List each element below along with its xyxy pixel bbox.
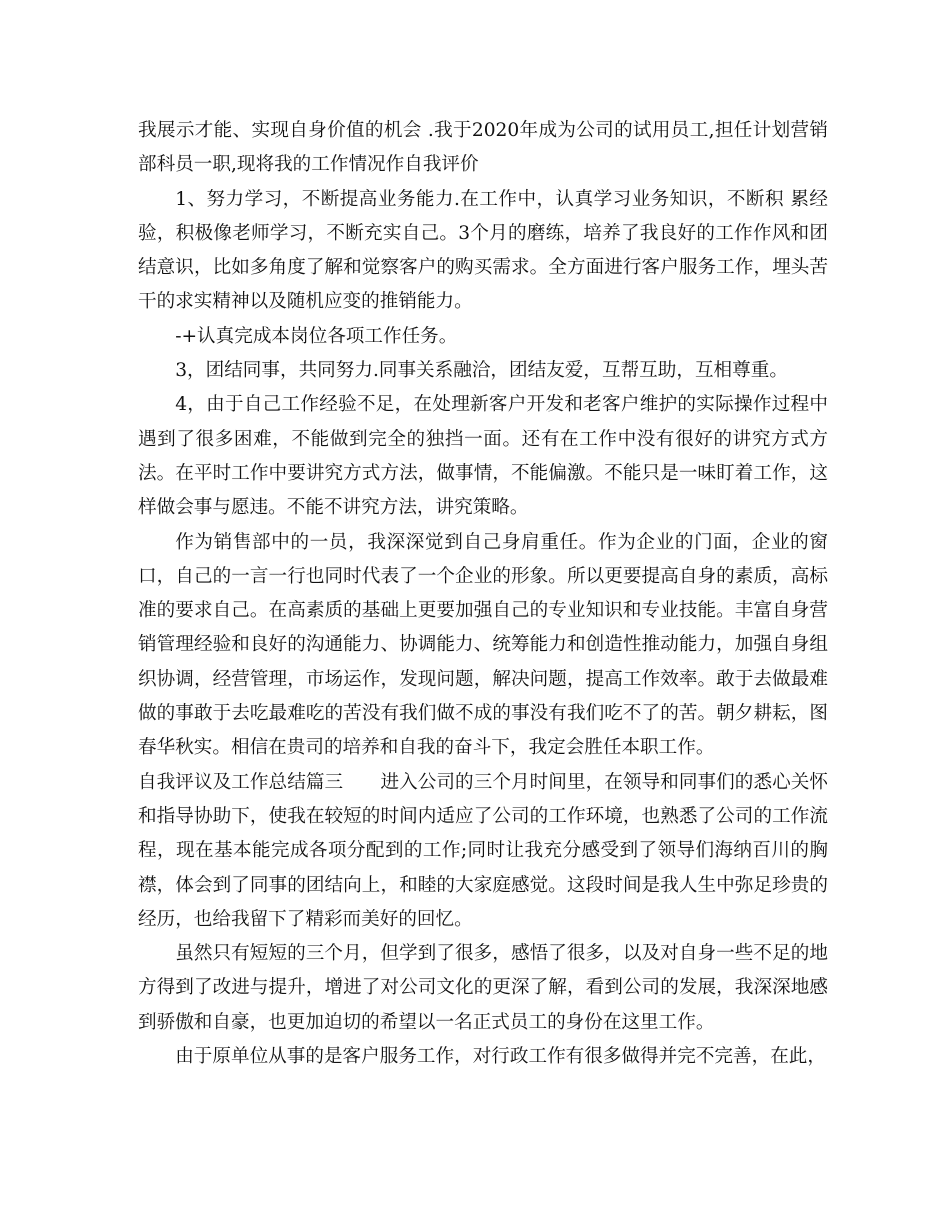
paragraph-customer-service: 由于原单位从事的是客户服务工作，对行政工作有很多做得并完不完善，在此，: [175, 1046, 826, 1068]
paragraph-section-three: 自我评议及工作总结篇三 进入公司的三个月时间里，在领导和同事们的悉心关怀和指导协助下，使我在较短的时间内适应了公司的工作环境，也熟悉了公司的工作流程，现在基本能完成各项分配到的工作;同时让我充分感受到了领导们海纳百川的胸襟，体会到了同事的团结向上，和睦的大家庭感觉。这段时间是我人生中弥足珍贵的经历，也给我留下了精彩而美好的回忆。: [138, 771, 828, 930]
paragraph-intro: 我展示才能、实现自身价值的机会 .我于2020年成为公司的试用员工,担任计划营销部科员一职,现将我的工作情况作自我评价: [138, 120, 828, 176]
paragraph-sales-role: 作为销售部中的一员，我深深觉到自己身肩重任。作为企业的门面，企业的窗口，自己的一言一行也同时代表了一个企业的形象。所以更要提高自身的素质，高标准的要求自己。在高素质的基础上更要加强自己的专业知识和专业技能。丰富自身营销管理经验和良好的沟通能力、协调能力、统筹能力和创造性推动能力，加强自身组织协调，经营管理，市场运作，发现问题，解决问题，提高工作效率。敢于去做最难做的事敢于去吃最难吃的苦没有我们做不成的事没有我们吃不了的苦。朝夕耕耘，图春华秋实。相信在贵司的培养和自我的奋斗下，我定会胜任本职工作。: [138, 531, 828, 759]
paragraph-item-2: -+认真完成本岗位各项工作任务。: [175, 325, 458, 347]
paragraph-item-1: 1、努力学习，不断提高业务能力.在工作中，认真学习业务知识，不断积 累经验，积极像老师学习，不断充实自己。3个月的磨练，培养了我良好的工作作风和团结意识，比如多角度了解和觉察客户的购买需求。全方面进行客户服务工作，埋头苦干的求实精神以及随机应变的推销能力。: [138, 188, 828, 313]
document-body: [138, 114, 828, 1074]
paragraph-three-months: 虽然只有短短的三个月，但学到了很多，感悟了很多，以及对自身一些不足的地方得到了改进与提升，增进了对公司文化的更深了解，看到公司的发展，我深深地感到骄傲和自豪，也更加迫切的希望以一名正式员工的身份在这里工作。: [138, 943, 828, 1033]
paragraph-item-4: 4，由于自己工作经验不足，在处理新客户开发和老客户维护的实际操作过程中遇到了很多困难，不能做到完全的独挡一面。还有在工作中没有很好的讲究方式方法。在平时工作中要讲究方式方法，做事情，不能偏激。不能只是一味盯着工作，这样做会事与愿违。不能不讲究方法，讲究策略。: [138, 394, 828, 519]
paragraph-item-3: 3，团结同事，共同努力.同事关系融洽，团结友爱，互帮互助，互相尊重。: [175, 360, 788, 382]
